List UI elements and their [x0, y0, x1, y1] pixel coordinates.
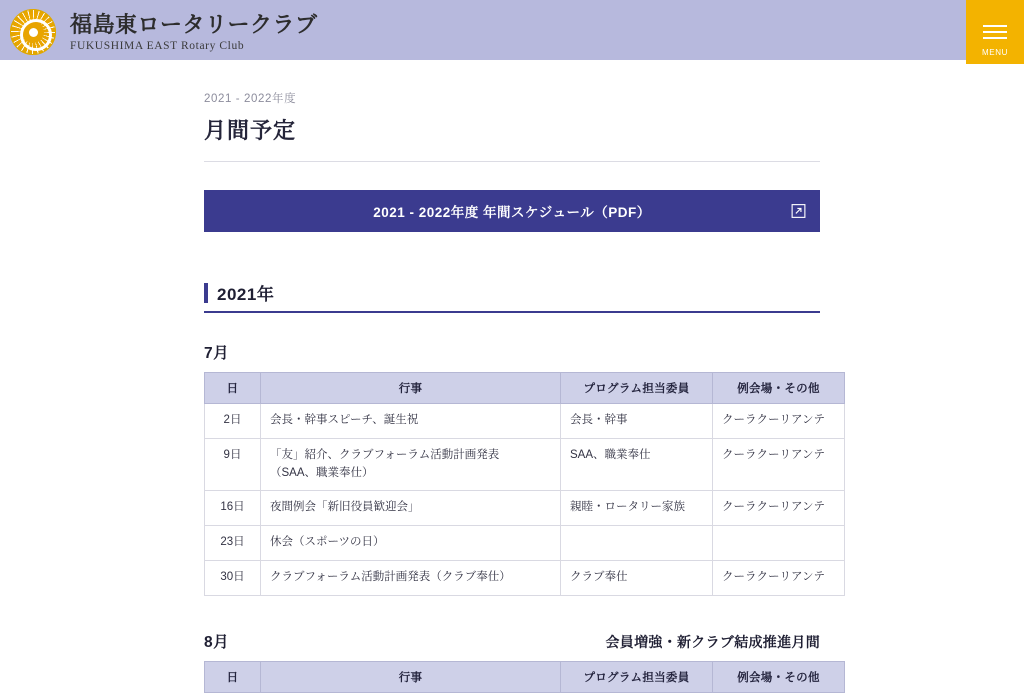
day-cell: 9日 — [205, 438, 261, 491]
page-eyebrow: 2021 - 2022年度 — [204, 93, 297, 105]
table-row — [205, 491, 845, 526]
external-link-icon — [791, 204, 806, 219]
year-heading-label: 2021年 — [217, 285, 275, 304]
event-cell: 会長・幹事スピーチ、誕生祝 — [261, 404, 561, 439]
day-cell: 2日 — [205, 404, 261, 439]
column-header: 日 — [205, 661, 261, 692]
program-cell: 会長・幹事 — [561, 404, 713, 439]
column-header: 行事 — [261, 661, 561, 692]
site-subtitle: FUKUSHIMA EAST Rotary Club — [70, 39, 245, 52]
hamburger-icon-bar-1 — [983, 25, 1007, 27]
month-header — [204, 630, 820, 652]
table-row — [205, 526, 845, 561]
pdf-schedule-label: 2021 - 2022年度 年間スケジュール（PDF） — [373, 205, 651, 220]
table-header-row — [205, 373, 845, 404]
menu-button[interactable] — [966, 0, 1024, 64]
hamburger-icon-bar-3 — [983, 37, 1007, 39]
program-cell: SAA、職業奉仕 — [561, 438, 713, 491]
year-heading — [204, 280, 820, 313]
month-header — [204, 341, 820, 363]
event-cell: 夜間例会「新旧役員歓迎会」 — [261, 491, 561, 526]
venue-cell: クーラクーリアンテ — [713, 491, 845, 526]
site-title: 福島東ロータリークラブ — [70, 12, 318, 38]
column-header: 行事 — [261, 373, 561, 404]
menu-label: MENU — [982, 48, 1008, 57]
content-column — [204, 64, 826, 693]
column-header: 例会場・その他 — [713, 661, 845, 692]
column-header: プログラム担当委員 — [561, 373, 713, 404]
site-identity[interactable] — [70, 12, 318, 51]
column-header: 日 — [205, 373, 261, 404]
event-cell: クラブフォーラム活動計画発表（クラブ奉仕） — [261, 561, 561, 596]
table-row — [205, 404, 845, 439]
venue-cell: クーラクーリアンテ — [713, 561, 845, 596]
column-header: 例会場・その他 — [713, 373, 845, 404]
program-cell: 親睦・ロータリー家族 — [561, 491, 713, 526]
day-cell: 23日 — [205, 526, 261, 561]
year-accent-bar — [204, 283, 208, 303]
schedule-table — [204, 372, 845, 596]
month-block — [204, 630, 820, 693]
month-note: 会員増強・新クラブ結成推進月間 — [605, 633, 820, 650]
program-cell: クラブ奉仕 — [561, 561, 713, 596]
hamburger-icon-bar-2 — [983, 31, 1007, 33]
venue-cell — [713, 526, 845, 561]
table-row — [205, 561, 845, 596]
program-cell — [561, 526, 713, 561]
schedule-table — [204, 661, 845, 693]
rotary-wheel-icon[interactable] — [10, 9, 56, 55]
table-row — [205, 438, 845, 491]
month-name: 7月 — [204, 345, 230, 362]
page-body — [0, 64, 1024, 693]
venue-cell: クーラクーリアンテ — [713, 438, 845, 491]
event-cell: 「友」紹介、クラブフォーラム活動計画発表 （SAA、職業奉仕） — [261, 438, 561, 491]
month-list — [204, 341, 826, 693]
day-cell: 16日 — [205, 491, 261, 526]
column-header: プログラム担当委員 — [561, 661, 713, 692]
site-header — [0, 0, 1024, 64]
pdf-schedule-link[interactable] — [204, 190, 820, 232]
day-cell: 30日 — [205, 561, 261, 596]
rotary-wheel-spokes — [10, 9, 56, 55]
event-cell: 休会（スポーツの日） — [261, 526, 561, 561]
table-header-row — [205, 661, 845, 692]
month-block — [204, 341, 826, 596]
month-name: 8月 — [204, 633, 230, 651]
page-title: 月間予定 — [204, 114, 820, 162]
venue-cell: クーラクーリアンテ — [713, 404, 845, 439]
